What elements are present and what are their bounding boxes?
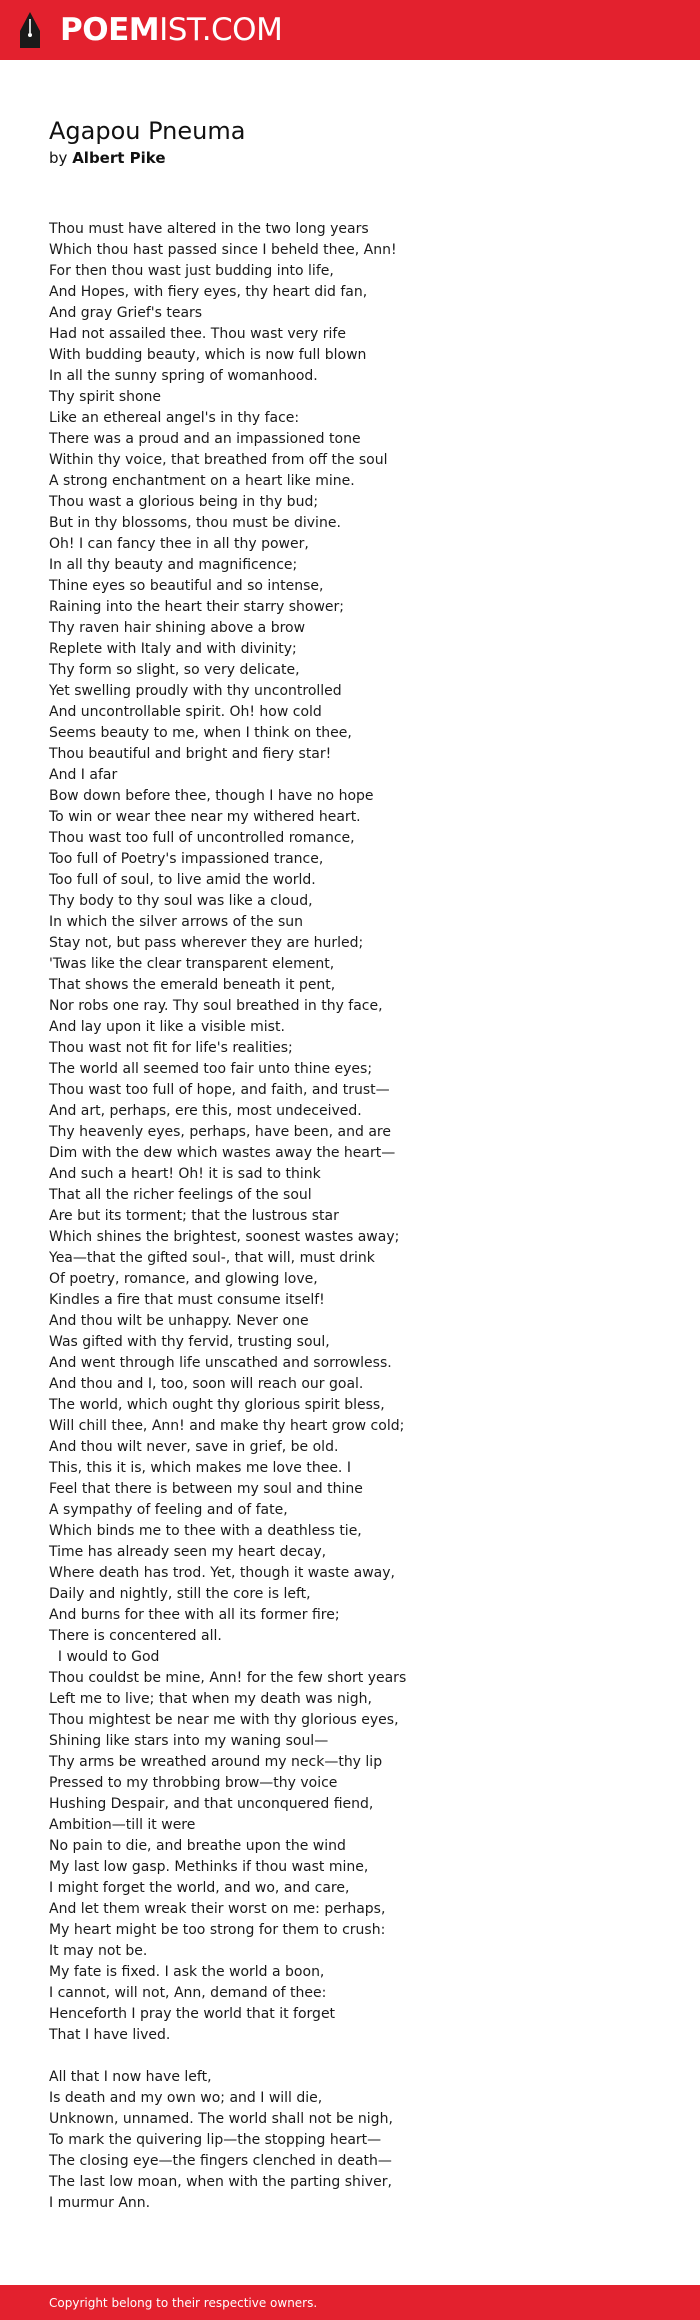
poem-line: The world all seemed too fair unto thine eyes; bbox=[49, 1061, 373, 1077]
poem-line: And gray Grief's tears bbox=[49, 305, 203, 321]
poem-line: And art, perhaps, ere this, most undeceived. bbox=[49, 1103, 362, 1119]
poem-line: Thy heavenly eyes, perhaps, have been, and are bbox=[49, 1124, 391, 1140]
poem-line: Nor robs one ray. Thy soul breathed in thy face, bbox=[49, 998, 383, 1014]
poem-line: Are but its torment; that the lustrous star bbox=[49, 1208, 339, 1224]
poem-line: And Hopes, with fiery eyes, thy heart did fan, bbox=[49, 284, 368, 300]
poem-line: Of poetry, romance, and glowing love, bbox=[49, 1271, 318, 1287]
poem-line: Which thou hast passed since I beheld thee, Ann! bbox=[49, 242, 397, 258]
poem-line: Thy arms be wreathed around my neck—thy lip bbox=[49, 1754, 383, 1770]
poem-line: Bow down before thee, though I have no hope bbox=[49, 788, 374, 804]
poem-line: And thou wilt be unhappy. Never one bbox=[49, 1313, 309, 1329]
poem-body bbox=[49, 219, 669, 2214]
poem-line: And went through life unscathed and sorrowless. bbox=[49, 1355, 392, 1371]
byline bbox=[49, 148, 166, 168]
poem-line: The closing eye—the fingers clenched in death— bbox=[49, 2153, 392, 2169]
poem-line: I cannot, will not, Ann, demand of thee: bbox=[49, 1985, 327, 2001]
poem-line: Was gifted with thy fervid, trusting soul, bbox=[49, 1334, 330, 1350]
stanza-break bbox=[49, 2046, 669, 2067]
poem-line: My last low gasp. Methinks if thou wast mine, bbox=[49, 1859, 369, 1875]
poem-line: Thou wast a glorious being in thy bud; bbox=[49, 494, 319, 510]
poem-line: Like an ethereal angel's in thy face: bbox=[49, 410, 300, 426]
poem-line: Will chill thee, Ann! and make thy heart grow cold; bbox=[49, 1418, 405, 1434]
poem-line: 'Twas like the clear transparent element, bbox=[49, 956, 335, 972]
poem-line: Thou must have altered in the two long years bbox=[49, 221, 369, 237]
poem-line: I would to God bbox=[49, 1649, 160, 1665]
poem-line: In all thy beauty and magnificence; bbox=[49, 557, 298, 573]
poem-line: Thy raven hair shining above a brow bbox=[49, 620, 306, 636]
poem-line: I murmur Ann. bbox=[49, 2195, 151, 2211]
poem-line: Which binds me to thee with a deathless tie, bbox=[49, 1523, 362, 1539]
poem-line: Kindles a fire that must consume itself! bbox=[49, 1292, 325, 1308]
poem-line: Shining like stars into my waning soul— bbox=[49, 1733, 329, 1749]
poem-line: That I have lived. bbox=[49, 2027, 171, 2043]
poem-line: Pressed to my throbbing brow—thy voice bbox=[49, 1775, 338, 1791]
poem-line: That all the richer feelings of the soul bbox=[49, 1187, 312, 1203]
poem-line: Thou beautiful and bright and fiery star! bbox=[49, 746, 332, 762]
poem-line: I might forget the world, and wo, and care, bbox=[49, 1880, 350, 1896]
poem-line: And let them wreak their worst on me: perhaps, bbox=[49, 1901, 386, 1917]
site-header bbox=[0, 0, 700, 60]
poem-line: And lay upon it like a visible mist. bbox=[49, 1019, 285, 1035]
poem-line: Which shines the brightest, soonest wastes away; bbox=[49, 1229, 400, 1245]
poem-line: And thou wilt never, save in grief, be old. bbox=[49, 1439, 339, 1455]
poem-line: And thou and I, too, soon will reach our goal. bbox=[49, 1376, 364, 1392]
poem-line: Thou wast too full of hope, and faith, and trust— bbox=[49, 1082, 390, 1098]
poem-line: There is concentered all. bbox=[49, 1628, 222, 1644]
poem-line: Too full of Poetry's impassioned trance, bbox=[49, 851, 324, 867]
poem-line: My fate is fixed. I ask the world a boon, bbox=[49, 1964, 325, 1980]
poem-line: Thy form so slight, so very delicate, bbox=[49, 662, 300, 678]
poem-line: And such a heart! Oh! it is sad to think bbox=[49, 1166, 321, 1182]
poem-line: Unknown, unnamed. The world shall not be nigh, bbox=[49, 2111, 393, 2127]
poem-line: Where death has trod. Yet, though it waste away, bbox=[49, 1565, 395, 1581]
poem-line: And uncontrollable spirit. Oh! how cold bbox=[49, 704, 322, 720]
poem-line: Left me to live; that when my death was nigh, bbox=[49, 1691, 372, 1707]
brand-bold-text: POEM bbox=[60, 12, 160, 48]
poem-line: Seems beauty to me, when I think on thee, bbox=[49, 725, 352, 741]
poem-line: Within thy voice, that breathed from off the soul bbox=[49, 452, 388, 468]
poem-line: Had not assailed thee. Thou wast very rife bbox=[49, 326, 346, 342]
poem-line: Feel that there is between my soul and thine bbox=[49, 1481, 363, 1497]
poem-line: In all the sunny spring of womanhood. bbox=[49, 368, 318, 384]
poem-line: The last low moan, when with the parting shiver, bbox=[49, 2174, 392, 2190]
poem-line: Thou mightest be near me with thy glorious eyes, bbox=[49, 1712, 399, 1728]
poem-line: The world, which ought thy glorious spirit bless, bbox=[49, 1397, 385, 1413]
poem-line: My heart might be too strong for them to crush: bbox=[49, 1922, 386, 1938]
poem-line: Dim with the dew which wastes away the heart— bbox=[49, 1145, 396, 1161]
poem-line: In which the silver arrows of the sun bbox=[49, 914, 303, 930]
poem-line: Too full of soul, to live amid the world. bbox=[49, 872, 316, 888]
by-label: by bbox=[49, 149, 68, 167]
poem-line: Is death and my own wo; and I will die, bbox=[49, 2090, 323, 2106]
poem-line: All that I now have left, bbox=[49, 2069, 212, 2085]
poem-line: Hushing Despair, and that unconquered fiend, bbox=[49, 1796, 374, 1812]
poem-line: But in thy blossoms, thou must be divine. bbox=[49, 515, 341, 531]
poem-line: Thou wast not fit for life's realities; bbox=[49, 1040, 293, 1056]
poem-line: A sympathy of feeling and of fate, bbox=[49, 1502, 288, 1518]
site-footer bbox=[0, 2285, 700, 2320]
poem-line: Stay not, but pass wherever they are hurled; bbox=[49, 935, 364, 951]
site-logo-text[interactable] bbox=[60, 11, 282, 49]
poem-line: Yet swelling proudly with thy uncontrolled bbox=[49, 683, 342, 699]
poem-line: Time has already seen my heart decay, bbox=[49, 1544, 327, 1560]
poem-title: Agapou Pneuma bbox=[49, 117, 246, 145]
copyright-notice: Copyright belong to their respective owners. bbox=[49, 2296, 318, 2310]
poem-line: For then thou wast just budding into life, bbox=[49, 263, 334, 279]
poem-line: Oh! I can fancy thee in all thy power, bbox=[49, 536, 309, 552]
poem-line: Raining into the heart their starry shower; bbox=[49, 599, 345, 615]
poem-line: That shows the emerald beneath it pent, bbox=[49, 977, 336, 993]
author-name[interactable]: Albert Pike bbox=[72, 149, 166, 167]
poem-line: There was a proud and an impassioned tone bbox=[49, 431, 361, 447]
poem-line: This, this it is, which makes me love thee. I bbox=[49, 1460, 351, 1476]
poem-line: Thy body to thy soul was like a cloud, bbox=[49, 893, 313, 909]
brand-light-text: IST.COM bbox=[159, 12, 283, 48]
pen-nib-icon[interactable] bbox=[18, 11, 42, 49]
poem-line: Yea—that the gifted soul-, that will, must drink bbox=[49, 1250, 375, 1266]
poem-line: Thine eyes so beautiful and so intense, bbox=[49, 578, 324, 594]
poem-line: Henceforth I pray the world that it forget bbox=[49, 2006, 336, 2022]
poem-line: Replete with Italy and with divinity; bbox=[49, 641, 297, 657]
poem-line: And burns for thee with all its former fire; bbox=[49, 1607, 340, 1623]
poem-line: With budding beauty, which is now full blown bbox=[49, 347, 367, 363]
poem-line: It may not be. bbox=[49, 1943, 148, 1959]
poem-line: A strong enchantment on a heart like mine. bbox=[49, 473, 355, 489]
poem-line: To win or wear thee near my withered heart. bbox=[49, 809, 361, 825]
poem-line: Ambition—till it were bbox=[49, 1817, 196, 1833]
poem-line: Thy spirit shone bbox=[49, 389, 162, 405]
poem-line: Thou wast too full of uncontrolled romance, bbox=[49, 830, 355, 846]
poem-line: And I afar bbox=[49, 767, 118, 783]
poem-line: To mark the quivering lip—the stopping heart— bbox=[49, 2132, 382, 2148]
poem-line: Thou couldst be mine, Ann! for the few short years bbox=[49, 1670, 407, 1686]
poem-line: No pain to die, and breathe upon the wind bbox=[49, 1838, 346, 1854]
poem-line: Daily and nightly, still the core is left, bbox=[49, 1586, 311, 1602]
